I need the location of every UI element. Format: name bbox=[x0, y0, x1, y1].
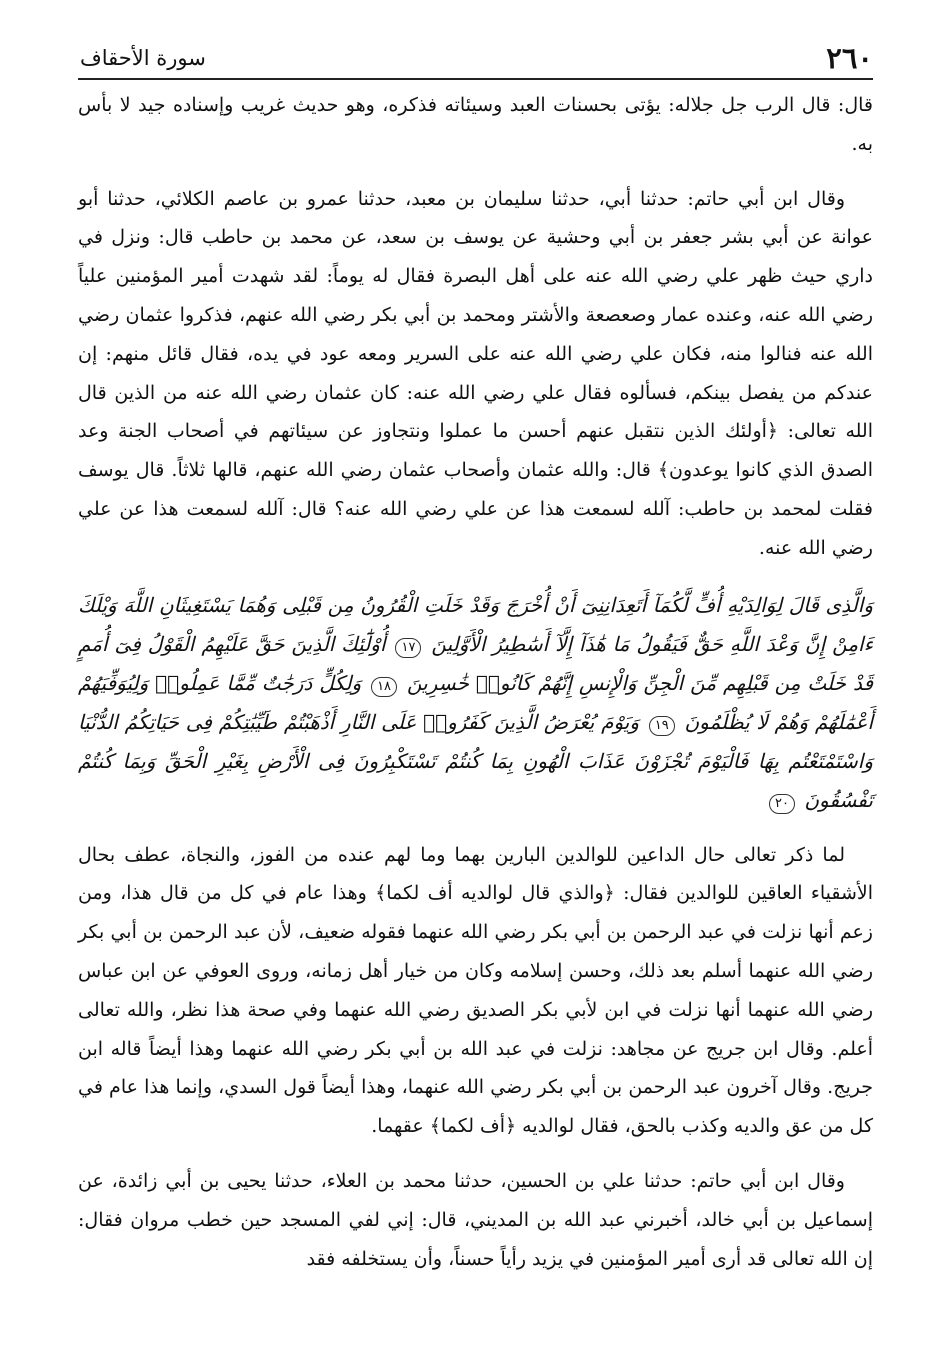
ayah-number-19: ١٩ bbox=[649, 716, 675, 736]
paragraph-ibn-abi-hatim-narration: وقال ابن أبي حاتم: حدثنا أبي، حدثنا سليمان بن معبد، حدثنا عمرو بن عاصم الكلائي، حدثنا أبو عوانة عن أبي بشر جعفر بن أبي وحشية عن يوسف بن سعد، عن محمد بن حاطب قال: ونزل في داري حيث ظهر علي رضي الله عنه على أهل البصرة فقال له يوماً: لقد شهدت أمير المؤمنين علياً رضي الله عنه، وعنده عمار وصعصعة والأشتر ومحمد بن أبي بكر رضي الله عنهم، فذكروا عثمان رضي الله عنه فنالوا منه، فكان علي رضي الله عنه على السرير ومعه عود في يده، فقال قائل منهم: إن عندكم من يفصل بينكم، فسألوه فقال علي رضي الله عنه: كان عثمان رضي الله عنه من الذين قال الله تعالى: ﴿أولئك الذين نتقبل عنهم أحسن ما عملوا ونتجاوز عن سيئاتهم في أصحاب الجنة وعد الصدق الذي كانوا يوعدون﴾ قال: والله عثمان وأصحاب عثمان رضي الله عنهم، قالها ثلاثاً. قال يوسف فقلت لمحمد بن حاطب: آلله لسمعت هذا عن علي رضي الله عنه؟ قال: آلله لسمعت هذا عن علي رضي الله عنه. bbox=[78, 187, 873, 559]
verse-19-text: وَلِكُلٍّ دَرَجَٰتٌ مِّمَّا عَمِلُوا۟ وَلِيُوَفِّيَهُمْ أَعْمَٰلَهُمْ وَهُمْ لَا يُظْلَمُونَ bbox=[78, 670, 874, 734]
quran-verses-block bbox=[78, 586, 873, 820]
verse-17-text: وَالَّذِى قَالَ لِوَالِدَيْهِ أُفٍّ لَّكُمَآ أَتَعِدَانِنِىٓ أَنْ أُخْرَجَ وَقَدْ خَلَتِ الْقُرُونُ مِن قَبْلِى وَهُمَا يَسْتَغِيثَانِ اللَّهَ وَيْلَكَ ءَامِنْ إِنَّ وَعْدَ اللَّهِ حَقٌّ فَيَقُولُ مَا هَٰذَآ إِلَّآ أَسَٰطِيرُ الْأَوَّلِينَ bbox=[78, 592, 874, 656]
page-header bbox=[78, 36, 873, 80]
verse-18-text: أُوْلَٰٓئِكَ الَّذِينَ حَقَّ عَلَيْهِمُ الْقَوْلُ فِىٓ أُمَمٍ قَدْ خَلَتْ مِن قَبْلِهِم مِّنَ الْجِنِّ وَالْإِنسِ إِنَّهُمْ كَانُوا۟ خَٰسِرِينَ bbox=[78, 631, 874, 695]
paragraph-marwan-narration: وقال ابن أبي حاتم: حدثنا علي بن الحسين، حدثنا محمد بن العلاء، حدثنا يحيى بن أبي زائدة، عن إسماعيل بن أبي خالد، أخبرني عبد الله بن المديني، قال: إني لفي المسجد حين خطب مروان فقال: إن الله تعالى قد أرى أمير المؤمنين في يزيد رأياً حسناً، وأن يستخلفه فقد bbox=[78, 1169, 873, 1270]
ayah-number-17: ١٧ bbox=[395, 638, 421, 658]
book-page bbox=[78, 36, 873, 1356]
ayah-number-20: ٢٠ bbox=[769, 794, 795, 814]
verse-20-text: وَيَوْمَ يُعْرَضُ الَّذِينَ كَفَرُوا۟ عَلَى النَّارِ أَذْهَبْتُمْ طَيِّبَٰتِكُمْ فِى حَيَاتِكُمُ الدُّنْيَا وَاسْتَمْتَعْتُم بِهَا فَالْيَوْمَ تُجْزَوْنَ عَذَابَ الْهُونِ بِمَا كُنتُمْ تَسْتَكْبِرُونَ فِى الْأَرْضِ بِغَيْرِ الْحَقِّ وَبِمَا كُنتُمْ تَفْسُقُونَ bbox=[78, 709, 873, 812]
paragraph-tafsir-commentary: لما ذكر تعالى حال الداعين للوالدين البارين بهما وما لهم عنده من الفوز، والنجاة، عطف بحال الأشقياء العاقين للوالدين فقال: ﴿والذي قال لوالديه أف لكما﴾ وهذا عام في كل من قال هذا، ومن زعم أنها نزلت في عبد الرحمن بن أبي بكر رضي الله عنهما فقوله ضعيف، لأن عبد الرحمن بن أبي بكر رضي الله عنهما أسلم بعد ذلك، وحسن إسلامه وكان من خيار أهل زمانه، وروى العوفي عن ابن عباس رضي الله عنهما أنها نزلت في ابن لأبي بكر الصديق رضي الله عنهما وفي صحة هذا نظر، والله تعالى أعلم. وقال ابن جريج عن مجاهد: نزلت في عبد الله بن أبي بكر رضي الله عنهما وهذا أيضاً قاله ابن جريج. وقال آخرون عبد الرحمن بن أبي بكر رضي الله عنهما، وهذا أيضاً قول السدي، وإنما هذا عام في كل من عق والديه وكذب بالحق، فقال لوالديه ﴿أف لكما﴾ عقهما. bbox=[78, 843, 873, 1138]
paragraph-hadith-end: قال: قال الرب جل جلاله: يؤتى بحسنات العبد وسيئاته فذكره، وهو حديث غريب وإسناده جيد لا بأس به. bbox=[78, 94, 873, 155]
surah-name: سورة الأحقاف bbox=[80, 46, 206, 70]
page-number: ٢٦٠ bbox=[826, 41, 873, 75]
ayah-number-18: ١٨ bbox=[371, 677, 397, 697]
